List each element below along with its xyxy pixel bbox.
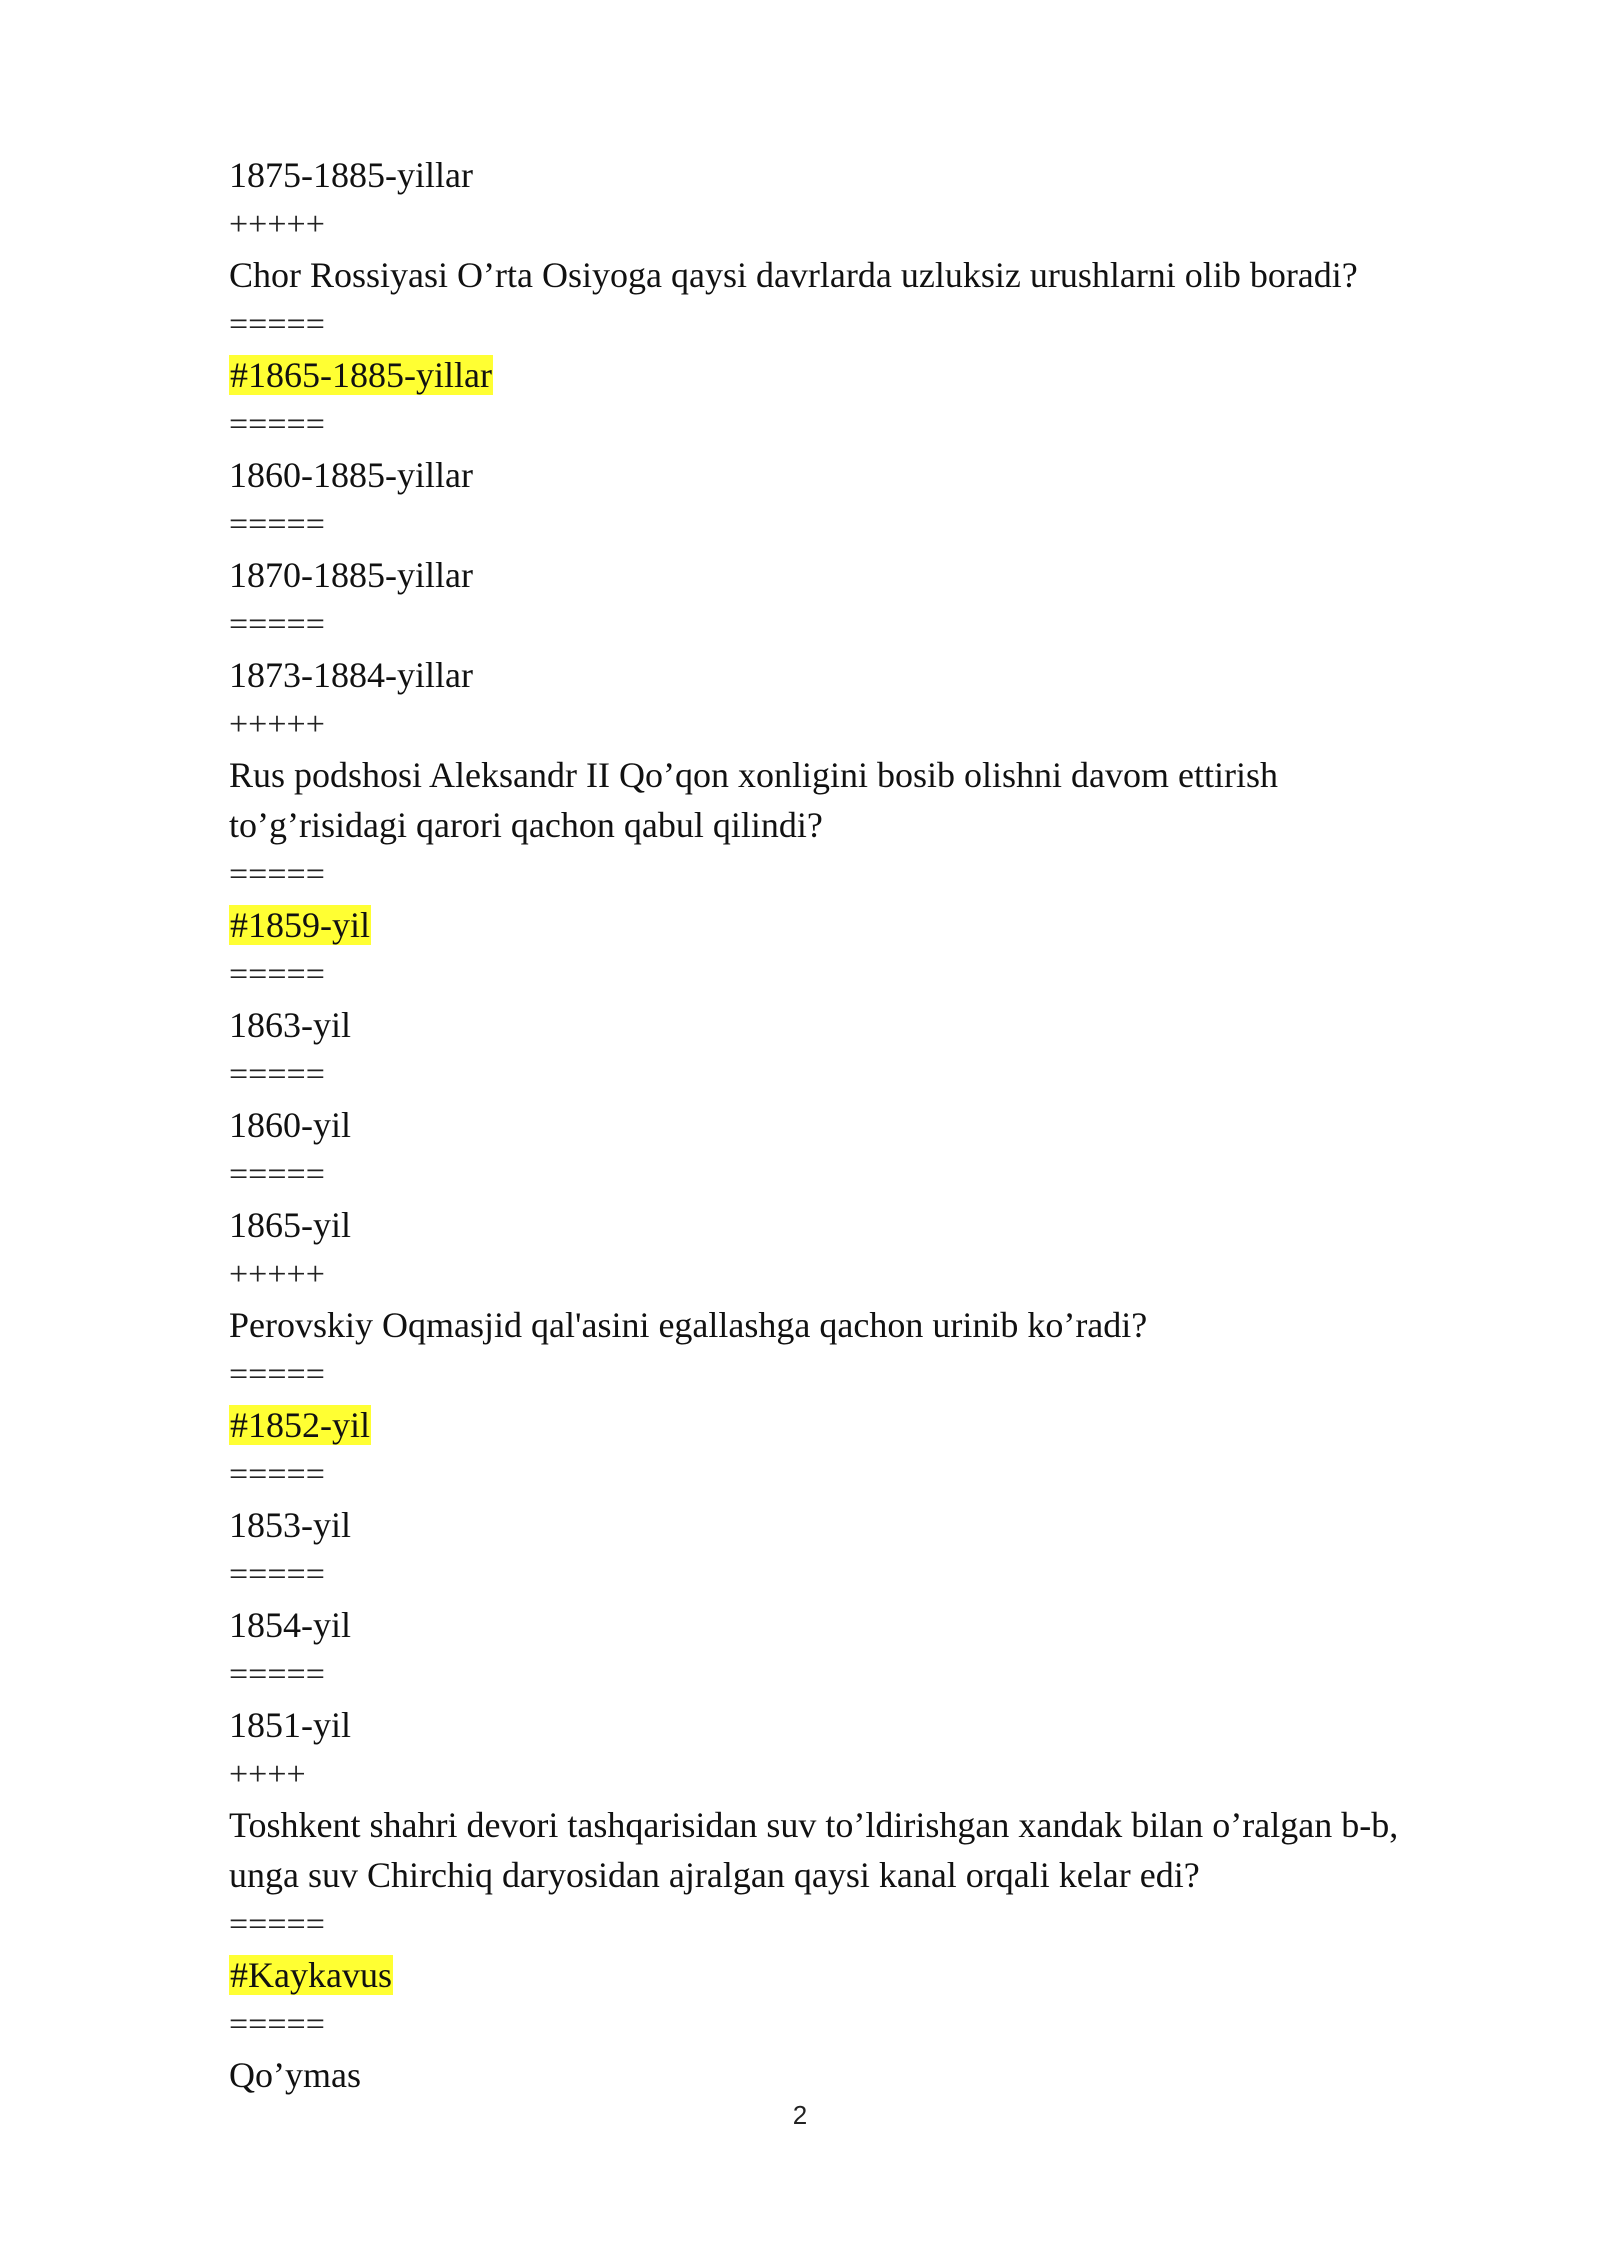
line-text: 1860-yil bbox=[229, 1105, 351, 1145]
line-text: ===== bbox=[229, 506, 325, 543]
question-text bbox=[229, 750, 1469, 850]
correct-answer bbox=[229, 1400, 1469, 1450]
line-text: ===== bbox=[229, 856, 325, 893]
correct-answer bbox=[229, 1950, 1469, 2000]
separator-line bbox=[229, 600, 1469, 650]
answer-option bbox=[229, 550, 1469, 600]
answer-option bbox=[229, 1200, 1469, 1250]
separator-line bbox=[229, 1650, 1469, 1700]
answer-option bbox=[229, 650, 1469, 700]
separator-line bbox=[229, 1050, 1469, 1100]
question-text-line: Rus podshosi Aleksandr II Qo’qon xonligini bosib olishni davom ettirish bbox=[229, 755, 1278, 795]
line-text: ===== bbox=[229, 1056, 325, 1093]
separator-line bbox=[229, 1150, 1469, 1200]
line-text: Chor Rossiyasi O’rta Osiyoga qaysi davrlarda uzluksiz urushlarni olib boradi? bbox=[229, 255, 1358, 295]
highlighted-answer-text: #1852-yil bbox=[230, 1405, 370, 1445]
correct-answer bbox=[229, 350, 1469, 400]
answer-option bbox=[229, 1100, 1469, 1150]
separator-line bbox=[229, 1900, 1469, 1950]
line-text: ===== bbox=[229, 1906, 325, 1943]
separator-line bbox=[229, 1450, 1469, 1500]
line-text: ===== bbox=[229, 406, 325, 443]
question-text-line: unga suv Chirchiq daryosidan ajralgan qaysi kanal orqali kelar edi? bbox=[229, 1855, 1200, 1895]
line-text: 1851-yil bbox=[229, 1705, 351, 1745]
separator-line bbox=[229, 950, 1469, 1000]
separator-line bbox=[229, 1350, 1469, 1400]
line-text: ===== bbox=[229, 1656, 325, 1693]
question-text-line: to’g’risidagi qarori qachon qabul qilindi? bbox=[229, 805, 823, 845]
line-text: ===== bbox=[229, 1156, 325, 1193]
line-text: 1865-yil bbox=[229, 1205, 351, 1245]
answer-option bbox=[229, 450, 1469, 500]
answer-option bbox=[229, 1000, 1469, 1050]
line-text: 1870-1885-yillar bbox=[229, 555, 473, 595]
separator-line bbox=[229, 1750, 1469, 1800]
answer-option bbox=[229, 2050, 1469, 2100]
separator-line bbox=[229, 2000, 1469, 2050]
line-text: ===== bbox=[229, 606, 325, 643]
separator-line bbox=[229, 400, 1469, 450]
line-text: 1863-yil bbox=[229, 1005, 351, 1045]
line-text: ++++ bbox=[229, 1756, 306, 1793]
line-text: Qo’ymas bbox=[229, 2055, 361, 2095]
question-text-line: Toshkent shahri devori tashqarisidan suv to’ldirishgan xandak bilan o’ralgan b-b, bbox=[229, 1805, 1399, 1845]
line-text: +++++ bbox=[229, 206, 325, 243]
line-text: 1860-1885-yillar bbox=[229, 455, 473, 495]
line-text: 1854-yil bbox=[229, 1605, 351, 1645]
line-text: ===== bbox=[229, 2006, 325, 2043]
correct-answer bbox=[229, 900, 1469, 950]
answer-option bbox=[229, 1700, 1469, 1750]
separator-line bbox=[229, 1250, 1469, 1300]
separator-line bbox=[229, 200, 1469, 250]
page-number: 2 bbox=[792, 2100, 808, 2130]
separator-line bbox=[229, 300, 1469, 350]
answer-option bbox=[229, 1500, 1469, 1550]
highlighted-answer-text: #1865-1885-yillar bbox=[230, 355, 492, 395]
question-text bbox=[229, 1800, 1469, 1900]
line-text: 1873-1884-yillar bbox=[229, 655, 473, 695]
question-text bbox=[229, 250, 1469, 300]
line-text: +++++ bbox=[229, 1256, 325, 1293]
line-text: ===== bbox=[229, 1356, 325, 1393]
highlighted-answer-text: #Kaykavus bbox=[230, 1955, 392, 1995]
line-text: Perovskiy Oqmasjid qal'asini egallashga qachon urinib ko’radi? bbox=[229, 1305, 1148, 1345]
highlighted-answer-text: #1859-yil bbox=[230, 905, 370, 945]
answer-option bbox=[229, 150, 1469, 200]
line-text: 1875-1885-yillar bbox=[229, 155, 473, 195]
line-text: 1853-yil bbox=[229, 1505, 351, 1545]
separator-line bbox=[229, 850, 1469, 900]
question-text bbox=[229, 1300, 1469, 1350]
separator-line bbox=[229, 500, 1469, 550]
separator-line bbox=[229, 700, 1469, 750]
line-text: ===== bbox=[229, 956, 325, 993]
document-body bbox=[229, 150, 1469, 2100]
separator-line bbox=[229, 1550, 1469, 1600]
line-text: ===== bbox=[229, 1556, 325, 1593]
line-text: ===== bbox=[229, 306, 325, 343]
line-text: +++++ bbox=[229, 706, 325, 743]
answer-option bbox=[229, 1600, 1469, 1650]
line-text: ===== bbox=[229, 1456, 325, 1493]
